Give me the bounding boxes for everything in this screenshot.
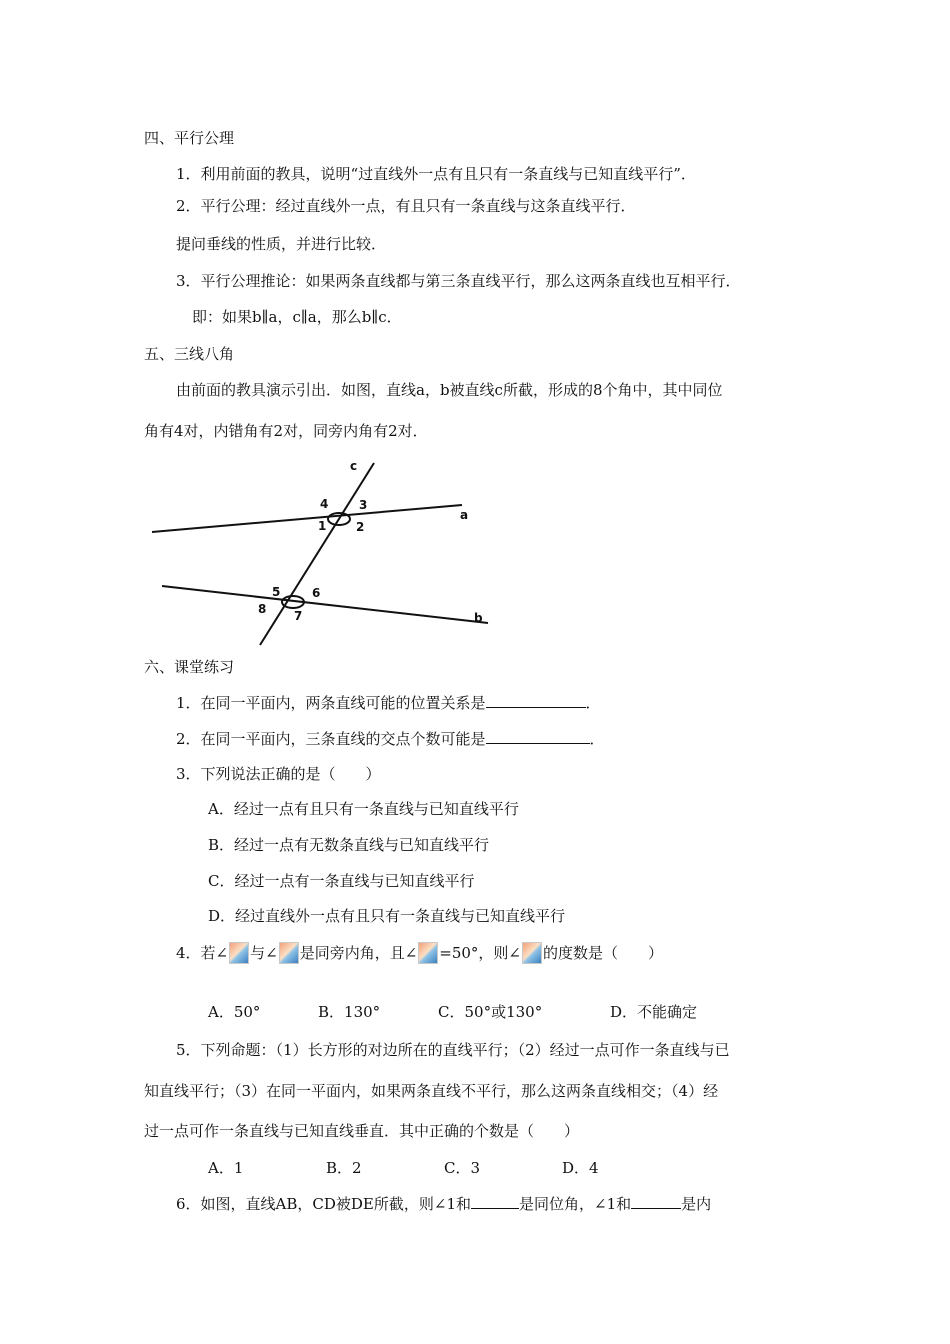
question-6-part: 是同位角，∠1和 — [519, 1195, 632, 1213]
option-d: D．4 — [562, 1159, 599, 1177]
label-b: b — [474, 611, 483, 625]
angle-label-5: 5 — [272, 585, 281, 599]
paragraph: 角有4对，内错角有2对，同旁内角有2对． — [144, 422, 428, 440]
answer-blank[interactable] — [471, 1194, 519, 1209]
label-c: c — [350, 459, 358, 473]
question-4-part: 是同旁内角，且∠ — [299, 944, 418, 962]
paragraph: 2．平行公理：经过直线外一点，有且只有一条直线与这条直线平行． — [176, 197, 636, 215]
angle-label-4: 4 — [320, 497, 329, 511]
answer-blank[interactable] — [486, 729, 590, 744]
label-a: a — [460, 508, 469, 522]
option-b: B．经过一点有无数条直线与已知直线平行 — [208, 836, 490, 854]
angle-label-8: 8 — [258, 602, 267, 616]
question-2 — [176, 729, 605, 749]
angle-image-icon — [418, 942, 438, 964]
angle-label-1: 1 — [318, 519, 327, 533]
line-c — [260, 463, 374, 645]
question-4-part: 与∠ — [250, 944, 278, 962]
angle-label-2: 2 — [356, 520, 365, 534]
question-6-part: 是内 — [681, 1195, 712, 1213]
angle-label-3: 3 — [359, 498, 368, 512]
option-a: A．50° — [208, 1003, 261, 1021]
option-c: C．3 — [444, 1159, 481, 1177]
question-2-text: 2．在同一平面内，三条直线的交点个数可能是 — [176, 730, 486, 748]
paragraph: 3．平行公理推论：如果两条直线都与第三条直线平行，那么这两条直线也互相平行． — [176, 272, 741, 290]
answer-blank[interactable] — [486, 693, 586, 708]
question-2-end: ． — [589, 730, 605, 748]
question-6-part: 6．如图，直线AB，CD被DE所截，则∠1和 — [176, 1195, 471, 1213]
option-d: D．不能确定 — [610, 1003, 698, 1021]
paragraph: 由前面的教具演示引出．如图，直线a，b被直线c所截，形成的8个角中，其中同位 — [176, 381, 723, 399]
option-d: D．经过直线外一点有且只有一条直线与已知直线平行 — [208, 907, 566, 925]
question-4-part: 的度数是（ ） — [543, 944, 664, 962]
line-b — [162, 586, 488, 623]
question-4-part: 4．若∠ — [176, 944, 229, 962]
three-lines-eight-angles-figure — [148, 458, 498, 650]
answer-blank[interactable] — [631, 1194, 681, 1209]
paragraph: 即：如果b∥a，c∥a，那么b∥c． — [192, 308, 402, 326]
section-4-heading: 四、平行公理 — [144, 129, 235, 147]
option-c: C．50°或130° — [438, 1003, 543, 1021]
option-a: A．经过一点有且只有一条直线与已知直线平行 — [208, 800, 519, 818]
angle-label-6: 6 — [312, 586, 321, 600]
option-b: B．130° — [318, 1003, 381, 1021]
question-5-line-1: 5．下列命题：（1）长方形的对边所在的直线平行；（2）经过一点可作一条直线与已 — [176, 1041, 730, 1059]
question-5-line-3: 过一点可作一条直线与已知直线垂直．其中正确的个数是（ ） — [144, 1122, 580, 1140]
angle-image-icon — [279, 942, 299, 964]
question-1-end: ． — [585, 694, 601, 712]
paragraph: 提问垂线的性质，并进行比较． — [176, 235, 387, 253]
option-b: B．2 — [326, 1159, 362, 1177]
question-4 — [176, 942, 663, 964]
option-c: C．经过一点有一条直线与已知直线平行 — [208, 872, 475, 890]
question-5-line-2: 知直线平行；（3）在同一平面内，如果两条直线不平行，那么这两条直线相交；（4）经 — [144, 1082, 719, 1100]
question-4-part: =50°，则∠ — [439, 944, 522, 962]
section-5-heading: 五、三线八角 — [144, 345, 235, 363]
question-1-text: 1．在同一平面内，两条直线可能的位置关系是 — [176, 694, 486, 712]
angle-label-7: 7 — [294, 609, 303, 623]
option-a: A．1 — [208, 1159, 244, 1177]
question-3: 3．下列说法正确的是（ ） — [176, 765, 381, 783]
angle-image-icon — [522, 942, 542, 964]
line-a — [152, 505, 462, 532]
section-6-heading: 六、课堂练习 — [144, 658, 235, 676]
angle-image-icon — [229, 942, 249, 964]
question-1 — [176, 693, 601, 713]
paragraph: 1．利用前面的教具，说明“过直线外一点有且只有一条直线与已知直线平行”． — [176, 165, 696, 183]
question-6 — [176, 1194, 711, 1214]
